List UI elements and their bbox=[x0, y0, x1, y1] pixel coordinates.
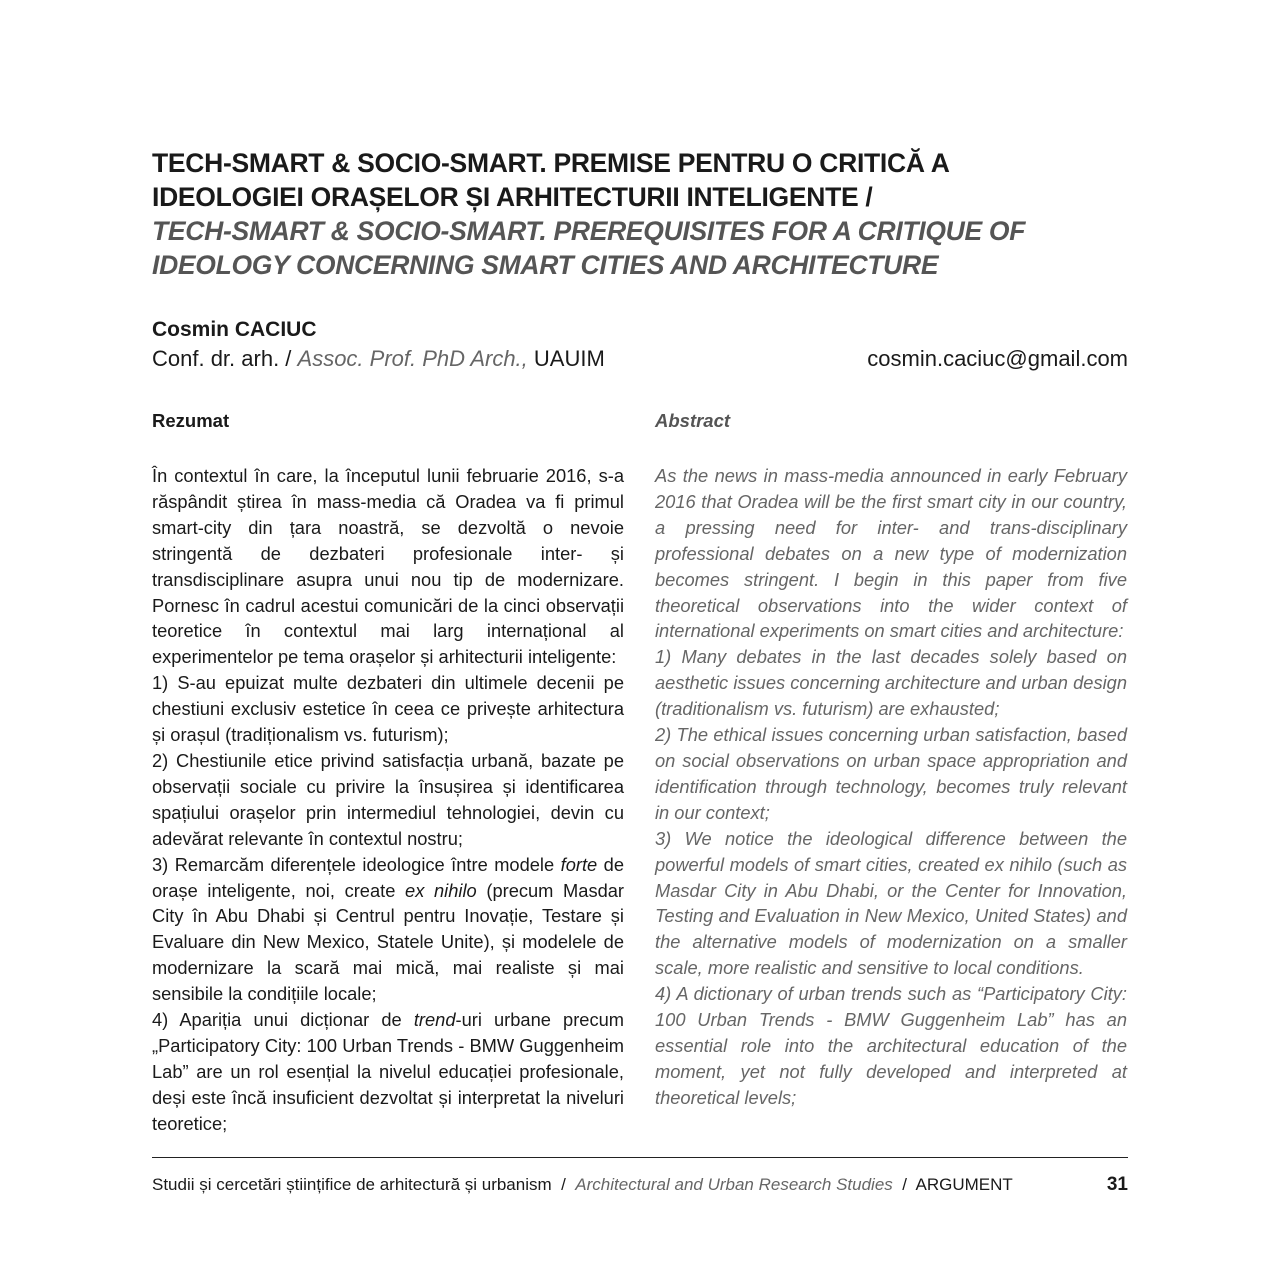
author-title-ro: Conf. dr. arh. / bbox=[152, 346, 298, 371]
rezumat-point-4-text-b: -uri urbane precum „Participatory City: 100 Urban Trends - BMW Guggenheim Lab” are un rol esențial la nivelul educației profesionale, deși este încă insuficient dezvoltat și interpretat la niveluri teoretice; bbox=[152, 1009, 625, 1134]
rezumat-heading: Rezumat bbox=[152, 410, 230, 431]
rezumat-intro: În contextul în care, la începutul lunii februarie 2016, s-a răspândit știrea în mass-media că Oradea va fi primul smart-city din țara noastră, se dezvoltă o nevoie stringentă de dezbateri profesionale inter- și transdisciplinare asupra unui nou tip de modernizare. Pornesc în cadrul acestui comunicări de la cinci observații teoretice în contextul mai larg internațional al experimentelor pe tema orașelor și arhitecturii inteligente: bbox=[152, 465, 624, 668]
abstract-point-4: 4) A dictionary of urban trends such as “Participatory City: 100 Urban Trends - BMW Guggenheim Lab” has an essential role into the architectural education of the moment, yet not fully developed and interpreted at theoretical levels; bbox=[655, 983, 1127, 1108]
article-title bbox=[152, 146, 1132, 282]
journal-name-ro: Studii și cercetări științifice de arhitectură și urbanism bbox=[152, 1175, 552, 1194]
author-institution: UAUIM bbox=[527, 346, 605, 371]
rezumat-point-3-text-b: de orașe inteligente, noi, create bbox=[152, 853, 624, 901]
abstract-intro: As the news in mass-media announced in early February 2016 that Oradea will be the first smart city in our country, a pressing need for inter- and trans-disciplinary professional debates on a new type of modernization becomes stringent. I begin in this paper from five theoretical observations into the wider context of international experiments on smart cities and architecture: bbox=[655, 465, 1127, 642]
abstract-column bbox=[655, 408, 1127, 1111]
abstract-point-3: 3) We notice the ideological difference between the powerful models of smart cities, created ex nihilo (such as Masdar City in Abu Dhabi, or the Center for Innovation, Testing and Evaluation in New Mexico, United States) and the alternative models of modernization on a smaller scale, more realistic and sensitive to local conditions. bbox=[655, 827, 1127, 979]
rezumat-point-4-emphasis: trend bbox=[413, 1009, 456, 1031]
author-block bbox=[152, 316, 1128, 374]
title-en-line-1: TECH-SMART & SOCIO-SMART. PREREQUISITES FOR A CRITIQUE OF bbox=[152, 216, 1026, 246]
rezumat-point-2: 2) Chestiunile etice privind satisfacția urbană, bazate pe observații sociale cu privire la însușirea și identificarea spațiului orașelor prin intermediul tehnologiei, devin cu adevărat relevante în contextul nostru; bbox=[152, 749, 624, 849]
rezumat-column bbox=[152, 408, 624, 1137]
footer-separator-2: / bbox=[892, 1175, 916, 1194]
title-en-line-2: IDEOLOGY CONCERNING SMART CITIES AND ARCHITECTURE bbox=[152, 250, 939, 280]
author-affiliation bbox=[152, 344, 605, 374]
abstract-point-1: 1) Many debates in the last decades solely based on aesthetic issues concerning architecture and urban design (traditionalism vs. futurism) are exhausted; bbox=[655, 646, 1127, 720]
abstract-point-2: 2) The ethical issues concerning urban satisfaction, based on social observations on urban space appropriation and identification through technology, becomes truly relevant in our context; bbox=[655, 724, 1127, 823]
title-ro-line-1: TECH-SMART & SOCIO-SMART. PREMISE PENTRU O CRITICĂ A bbox=[152, 148, 950, 178]
rezumat-point-4 bbox=[152, 1007, 624, 1137]
footer-separator-1: / bbox=[551, 1175, 576, 1194]
affiliation-row bbox=[152, 344, 1128, 374]
author-name: Cosmin CACIUC bbox=[152, 318, 317, 341]
journal-name-en: Architectural and Urban Research Studies bbox=[575, 1175, 893, 1194]
rezumat-point-3-emphasis-1: forte bbox=[560, 853, 598, 875]
rezumat-point-3 bbox=[152, 852, 624, 1007]
page-footer bbox=[152, 1172, 1128, 1198]
rezumat-point-4-text-a: 4) Apariția unui dicționar de bbox=[152, 1009, 414, 1031]
rezumat-point-1: 1) S-au epuizat multe dezbateri din ultimele decenii pe chestiuni exclusiv estetice în ceea ce privește arhitectura și orașul (tradiționalism vs. futurism); bbox=[152, 672, 624, 746]
rezumat-point-3-text-a: 3) Remarcăm diferențele ideologice între modele bbox=[152, 853, 561, 875]
abstract-heading: Abstract bbox=[655, 410, 731, 431]
title-ro-line-2: IDEOLOGIEI ORAȘELOR ȘI ARHITECTURII INTELIGENTE / bbox=[152, 182, 873, 212]
author-email[interactable]: cosmin.caciuc@gmail.com bbox=[867, 346, 1128, 371]
journal-name bbox=[152, 1172, 1013, 1198]
page-number: 31 bbox=[1106, 1174, 1128, 1195]
footer-divider bbox=[152, 1157, 1128, 1158]
rezumat-point-3-text-c: (precum Masdar City în Abu Dhabi și Centrul pentru Inovație, Testare și Evaluare din New Mexico, Statele Unite), și modelele de modernizare la scară mai mică, mai realiste și mai sensibile la condițiile locale; bbox=[152, 879, 625, 1005]
journal-section: ARGUMENT bbox=[915, 1175, 1013, 1194]
author-title-en: Assoc. Prof. PhD Arch., bbox=[297, 346, 528, 371]
rezumat-point-3-emphasis-2: ex nihilo bbox=[405, 879, 477, 901]
